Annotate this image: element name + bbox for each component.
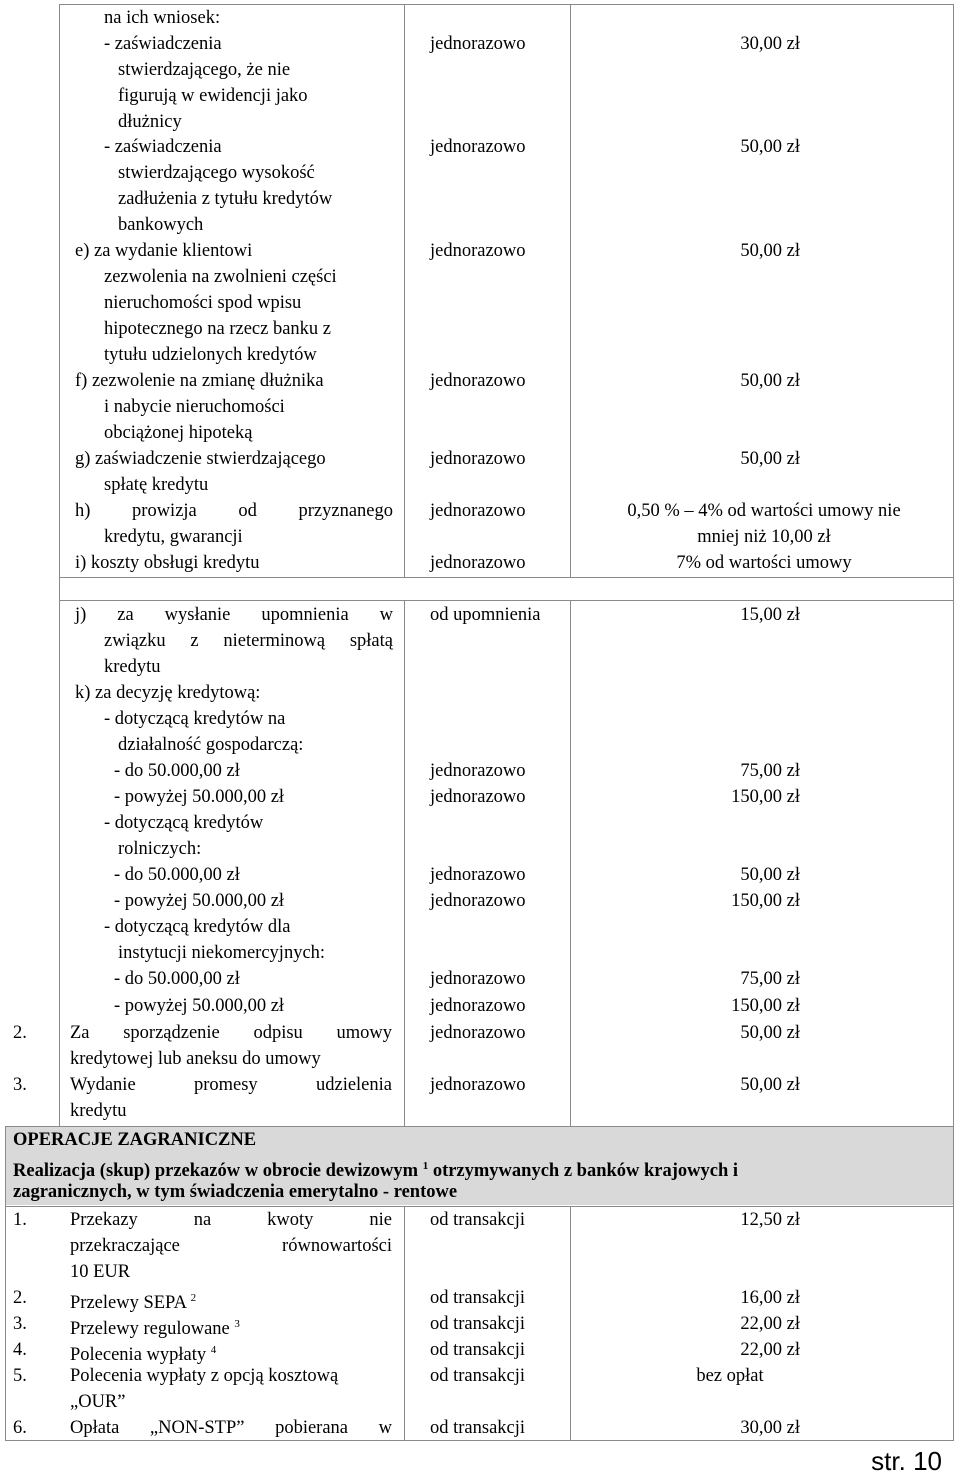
row-label: Za sporządzenie odpisu umowy <box>70 1023 392 1043</box>
row-rule <box>59 600 954 601</box>
row-label: bankowych <box>118 215 204 235</box>
frequency-cell: jednorazowo <box>430 996 526 1016</box>
frequency-cell: od transakcji <box>430 1418 526 1438</box>
row-label: - zaświadczenia <box>104 34 222 54</box>
fee-cell: 50,00 zł <box>740 449 800 469</box>
row-label: - do 50.000,00 zł <box>114 761 240 781</box>
fee-cell: 50,00 zł <box>740 1075 800 1095</box>
fee-cell: 50,00 zł <box>740 137 800 157</box>
fee-cell: 150,00 zł <box>731 891 800 911</box>
row-label: f) zezwolenie na zmianę dłużnika <box>75 371 324 391</box>
col-divider-1c <box>404 1206 405 1440</box>
row-label: „OUR” <box>70 1392 126 1412</box>
frequency-cell: jednorazowo <box>430 1023 526 1043</box>
fee-cell: 50,00 zł <box>740 1023 800 1043</box>
row-label: - powyżej 50.000,00 zł <box>114 787 285 807</box>
row-label: tytułu udzielonych kredytów <box>104 345 317 365</box>
row-label-text: Przelewy SEPA <box>70 1293 186 1313</box>
row-label: rolniczych: <box>118 839 202 859</box>
row-label: e) za wydanie klientowi <box>75 241 253 261</box>
frequency-cell: jednorazowo <box>430 34 526 54</box>
frequency-cell: jednorazowo <box>430 761 526 781</box>
row-label-text: Przelewy regulowane <box>70 1319 230 1339</box>
frequency-cell: jednorazowo <box>430 969 526 989</box>
row-label: - powyżej 50.000,00 zł <box>114 996 285 1016</box>
row-label: - dotyczącą kredytów na <box>104 709 286 729</box>
row-number: 5. <box>13 1366 27 1386</box>
section-title: OPERACJE ZAGRANICZNE <box>13 1130 257 1150</box>
frequency-cell: od transakcji <box>430 1340 526 1360</box>
row-label: na ich wniosek: <box>104 8 221 28</box>
row-label: przekraczające równowartości <box>70 1236 392 1256</box>
frequency-cell: jednorazowo <box>430 787 526 807</box>
footnote-marker: 4 <box>210 1344 217 1356</box>
row-label: Opłata „NON-STP” pobierana w <box>70 1418 392 1438</box>
frequency-cell: jednorazowo <box>430 865 526 885</box>
row-label: instytucji niekomercyjnych: <box>118 943 326 963</box>
row-label: - dotyczącą kredytów dla <box>104 917 291 937</box>
row-label: spłatę kredytu <box>104 475 209 495</box>
fee-cell: 15,00 zł <box>740 605 800 625</box>
frequency-cell: jednorazowo <box>430 1075 526 1095</box>
frequency-cell: od transakcji <box>430 1288 526 1308</box>
row-label: związku z nieterminową spłatą <box>104 631 393 651</box>
row-number: 4. <box>13 1340 27 1360</box>
section-subtitle-part: Realizacja (skup) przekazów w obrocie dewizowym <box>13 1161 419 1181</box>
row-number: 3. <box>13 1314 27 1334</box>
frequency-cell: jednorazowo <box>430 449 526 469</box>
fee-cell: 12,50 zł <box>740 1210 800 1230</box>
frequency-cell: jednorazowo <box>430 137 526 157</box>
fee-cell: 75,00 zł <box>740 761 800 781</box>
fee-cell: 50,00 zł <box>740 241 800 261</box>
row-label: Polecenia wypłaty z opcją kosztową <box>70 1366 339 1386</box>
row-label: h) prowizja od przyznanego <box>75 501 393 521</box>
fee-cell: 0,50 % – 4% od wartości umowy nie <box>627 501 901 521</box>
footnote-marker: 3 <box>234 1318 240 1330</box>
row-label: kredytu <box>104 657 161 677</box>
frequency-cell: jednorazowo <box>430 553 526 573</box>
row-number: 1. <box>13 1210 27 1230</box>
frequency-cell: jednorazowo <box>430 891 526 911</box>
row-label: - do 50.000,00 zł <box>114 969 240 989</box>
row-label: Wydanie promesy udzielenia <box>70 1075 392 1095</box>
row-label: nieruchomości spod wpisu <box>104 293 302 313</box>
row-label: i) koszty obsługi kredytu <box>75 553 260 573</box>
row-label: zezwolenia na zwolnieni części <box>104 267 337 287</box>
fee-cell: 22,00 zł <box>740 1314 800 1334</box>
row-number: 6. <box>13 1418 27 1438</box>
row-label: - zaświadczenia <box>104 137 222 157</box>
fee-cell: 150,00 zł <box>731 996 800 1016</box>
row-label: zadłużenia z tytułu kredytów <box>118 189 333 209</box>
frequency-cell: od transakcji <box>430 1314 526 1334</box>
frequency-cell: od upomnienia <box>430 605 541 625</box>
section-subtitle-line-2: zagranicznych, w tym świadczenia emerytalno - rentowe <box>13 1182 458 1202</box>
row-label: kredytu <box>70 1101 127 1121</box>
row-label: dłużnicy <box>118 112 182 132</box>
section-subtitle-part: otrzymywanych z banków krajowych i <box>432 1161 739 1181</box>
frequency-cell: jednorazowo <box>430 241 526 261</box>
row-label: hipotecznego na rzecz banku z <box>104 319 332 339</box>
row-number: 3. <box>13 1075 27 1095</box>
row-label: kredytowej lub aneksu do umowy <box>70 1049 321 1069</box>
row-label: i nabycie nieruchomości <box>104 397 285 417</box>
row-label: - dotyczącą kredytów <box>104 813 264 833</box>
row-label: Przekazy na kwoty nie <box>70 1210 392 1230</box>
footnote-marker: 1 <box>422 1160 429 1172</box>
row-label: k) za decyzję kredytową: <box>75 683 261 703</box>
row-number: 2. <box>13 1023 27 1043</box>
table-border-right <box>953 4 954 1440</box>
fee-cell: 16,00 zł <box>740 1288 800 1308</box>
row-label: 10 EUR <box>70 1262 131 1282</box>
row-label: figurują w ewidencji jako <box>118 86 308 106</box>
row-label: - powyżej 50.000,00 zł <box>114 891 285 911</box>
row-label: kredytu, gwarancji <box>104 527 243 547</box>
frequency-cell: od transakcji <box>430 1366 526 1386</box>
col-divider-1a <box>404 4 405 577</box>
row-rule <box>59 577 954 578</box>
row-label: stwierdzającego, że nie <box>118 60 291 80</box>
fee-cell: bez opłat <box>696 1366 764 1386</box>
frequency-cell: od transakcji <box>430 1210 526 1230</box>
fee-cell: 50,00 zł <box>740 865 800 885</box>
fee-cell: 22,00 zł <box>740 1340 800 1360</box>
fee-cell: mniej niż 10,00 zł <box>697 527 831 547</box>
row-label: działalność gospodarczą: <box>118 735 304 755</box>
table-border-left-upper <box>59 4 60 1126</box>
fee-cell: 75,00 zł <box>740 969 800 989</box>
row-label: obciążonej hipoteką <box>104 423 253 443</box>
footnote-marker: 2 <box>190 1292 197 1304</box>
col-divider-2a <box>570 4 571 577</box>
row-label: stwierdzającego wysokość <box>118 163 315 183</box>
fee-cell: 30,00 zł <box>740 34 800 54</box>
fee-cell: 150,00 zł <box>731 787 800 807</box>
frequency-cell: jednorazowo <box>430 501 526 521</box>
fee-cell: 7% od wartości umowy <box>676 553 852 573</box>
fee-cell: 50,00 zł <box>740 371 800 391</box>
row-number: 2. <box>13 1288 27 1308</box>
row-label: j) za wysłanie upomnienia w <box>75 605 393 625</box>
page-number: str. 10 <box>871 1446 942 1476</box>
row-label: g) zaświadczenie stwierdzającego <box>75 449 326 469</box>
row-label: - do 50.000,00 zł <box>114 865 240 885</box>
fee-cell: 30,00 zł <box>740 1418 800 1438</box>
frequency-cell: jednorazowo <box>430 371 526 391</box>
col-divider-1b <box>404 600 405 1126</box>
row-label-text: Polecenia wypłaty <box>70 1345 207 1365</box>
